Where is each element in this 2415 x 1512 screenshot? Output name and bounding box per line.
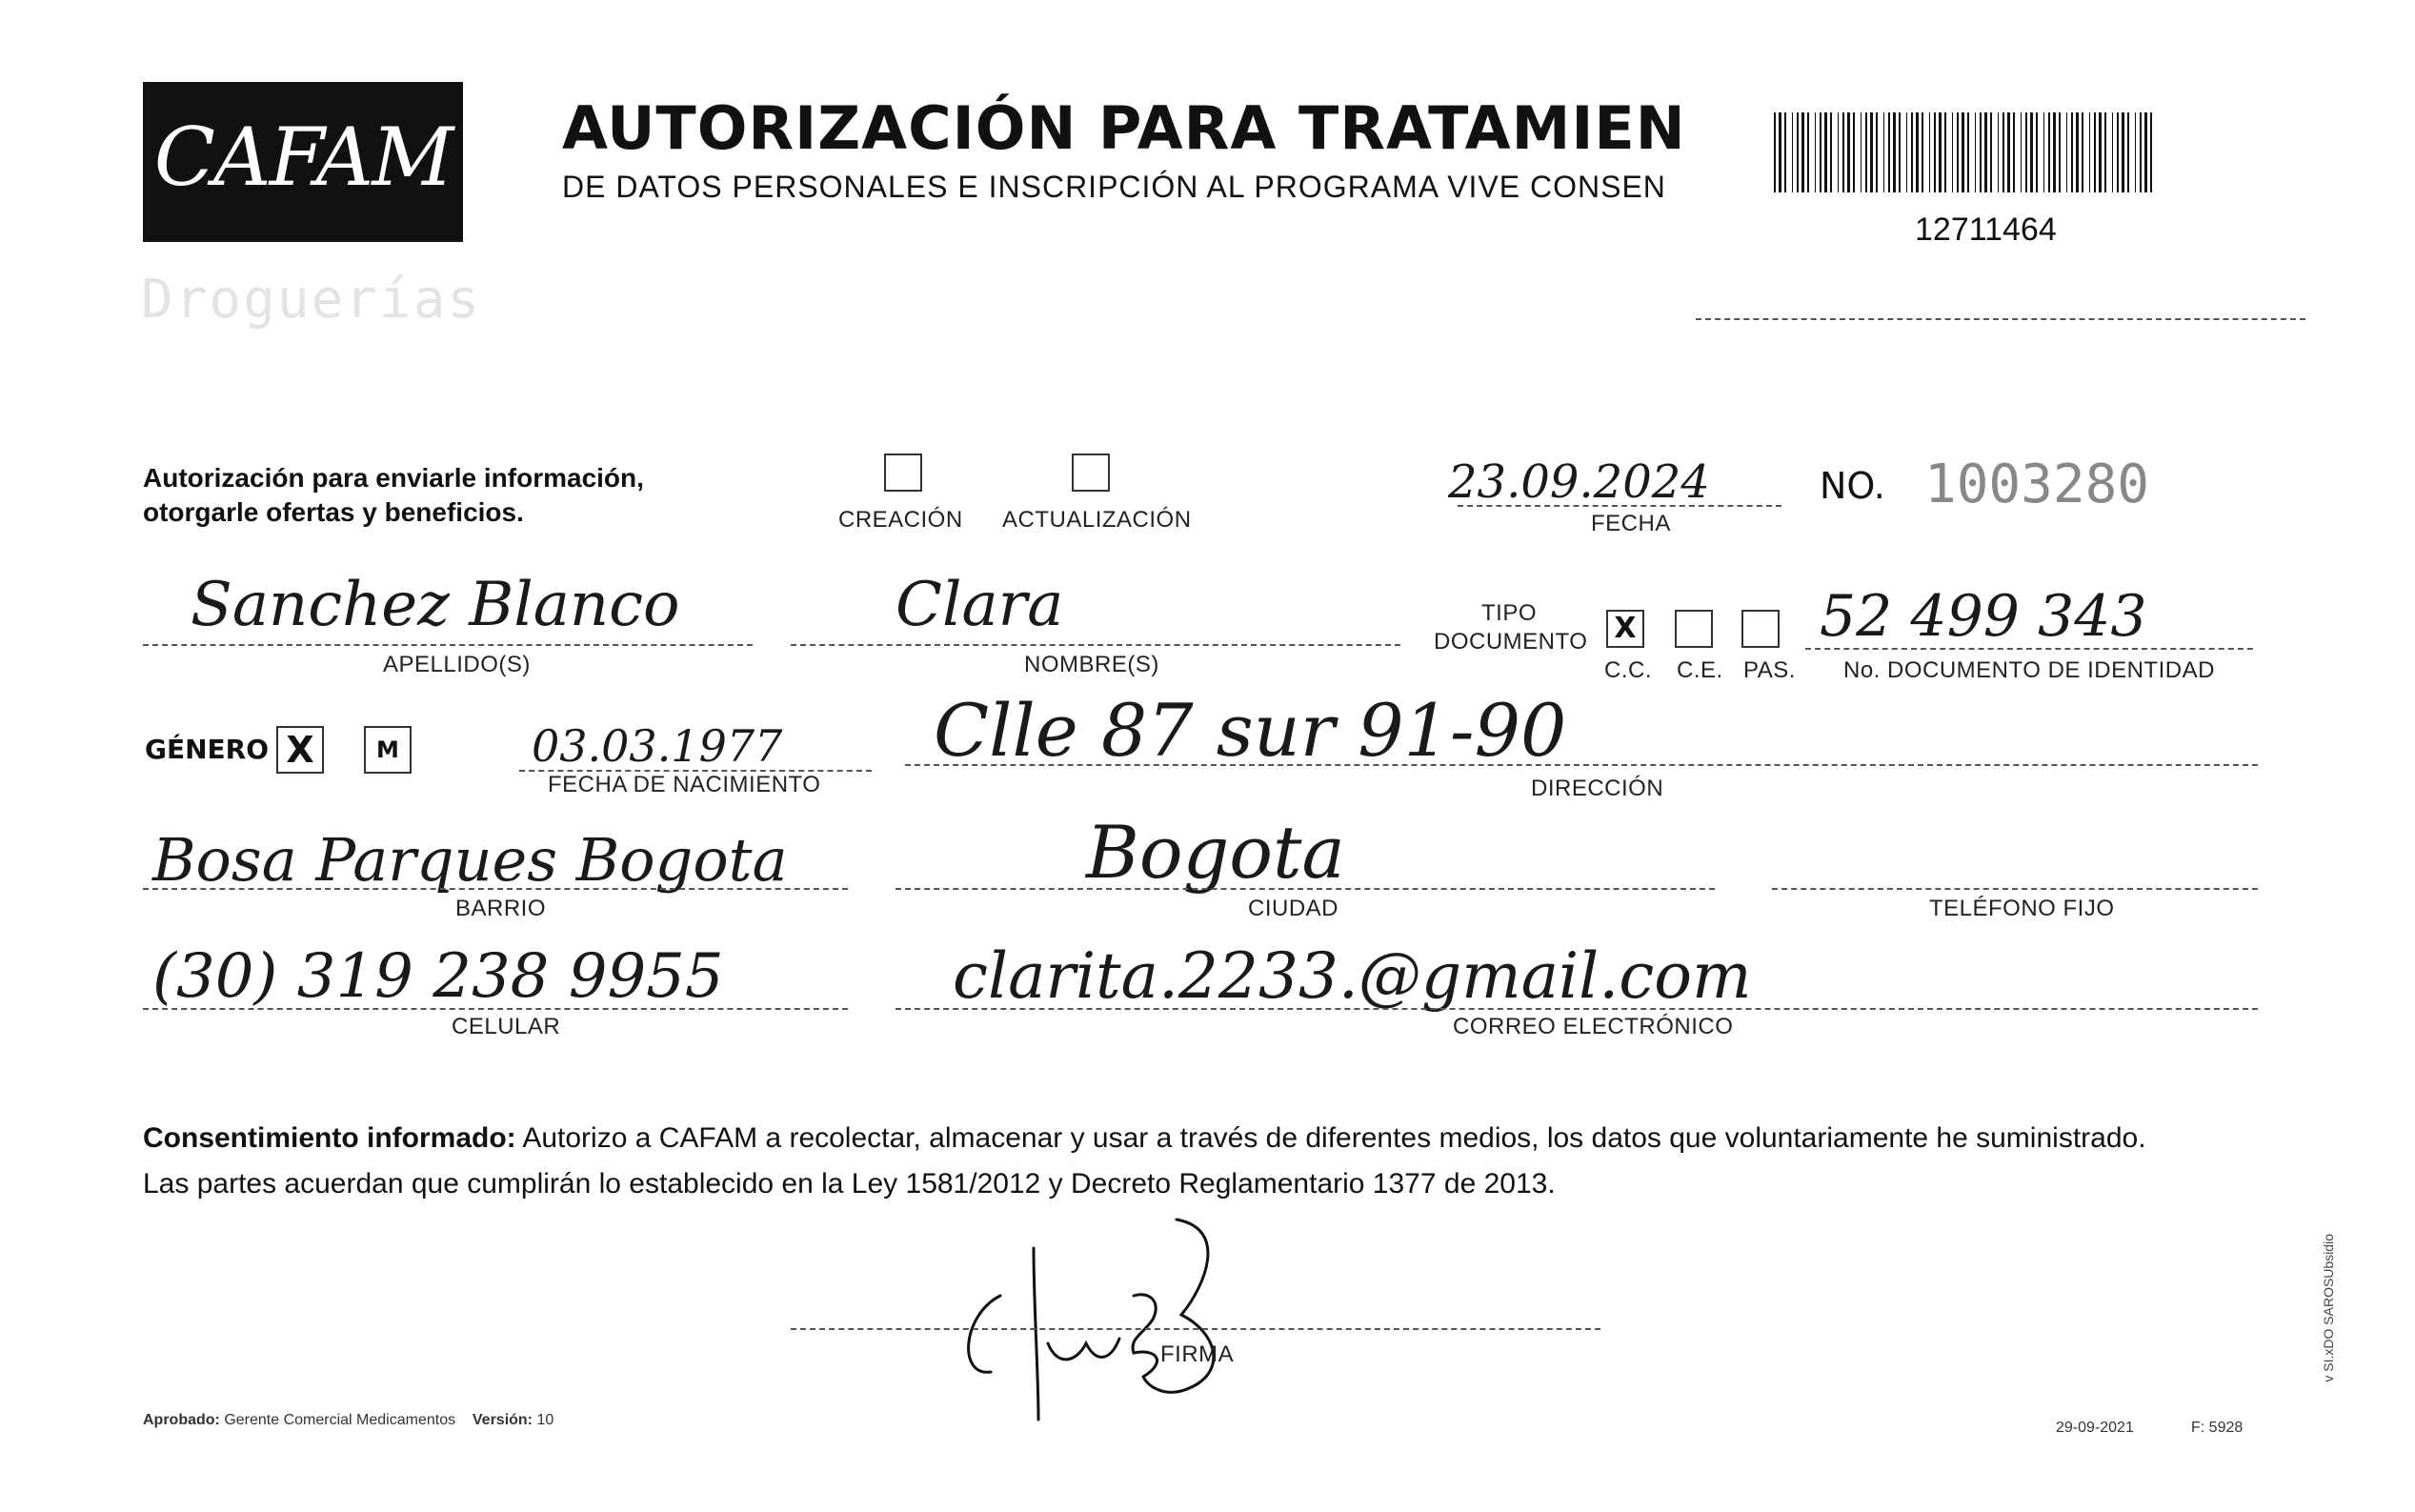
genero-m-label: M — [376, 736, 399, 763]
barcode-bar — [1899, 112, 1901, 192]
barcode-bar — [1830, 112, 1832, 192]
barcode-bar — [2099, 112, 2102, 192]
barcode-bar — [1815, 112, 1816, 192]
intro-line-2: otorgarle ofertas y beneficios. — [143, 497, 524, 527]
barcode-bar — [2002, 112, 2004, 192]
firma-line — [791, 1328, 1600, 1330]
genero-m-checkbox[interactable] — [364, 726, 412, 774]
barcode-bar — [2094, 112, 2096, 192]
ce-checkbox[interactable] — [1675, 610, 1713, 648]
barcode-bar — [1980, 112, 1982, 192]
barcode-bar — [1888, 112, 1890, 192]
telefono-label: TELÉFONO FIJO — [1929, 896, 2115, 921]
barcode-bar — [2036, 112, 2038, 192]
consent-line-1 — [143, 1122, 2146, 1155]
barcode-bar — [2043, 112, 2044, 192]
barcode-number: 12711464 — [1915, 212, 2057, 248]
barcode-bar — [2122, 112, 2124, 192]
direccion-label: DIRECCIÓN — [1531, 776, 1664, 801]
tipo-documento-label-2: DOCUMENTO — [1434, 629, 1588, 655]
barcode-bar — [1984, 112, 1987, 192]
barcode-bar — [1944, 112, 1946, 192]
direccion-value: Clle 87 sur 91-90 — [934, 688, 1567, 773]
footer-date: 29-09-2021 — [2056, 1420, 2134, 1436]
barcode-bar — [2025, 112, 2027, 192]
genero-label: GÉNERO — [145, 734, 270, 765]
barcode-bar — [1784, 112, 1786, 192]
barcode-bar — [1820, 112, 1821, 192]
barcode-bar — [1779, 112, 1781, 192]
barcode-bar — [2104, 112, 2106, 192]
barcode-bar — [1975, 112, 1976, 192]
documento-line — [1805, 648, 2253, 650]
pas-label: PAS. — [1743, 657, 1796, 683]
barcode-bar — [2082, 112, 2083, 192]
side-text: v SI.xDO SAROSUbsidio — [2321, 1234, 2336, 1382]
barcode-bar — [1861, 112, 1862, 192]
apellidos-label: APELLIDO(S) — [383, 652, 531, 677]
barcode-bar — [2021, 112, 2022, 192]
barcode-bar — [2127, 112, 2129, 192]
barrio-line — [143, 888, 848, 890]
document-subtitle: DE DATOS PERSONALES E INSCRIPCIÓN AL PROGRAMA VIVE CONSEN — [562, 170, 1666, 204]
ce-label: C.E. — [1677, 657, 1723, 683]
barcode-bar — [1929, 112, 1930, 192]
no-value: 1003280 — [1924, 454, 2150, 515]
aprobado-label: Aprobado: — [143, 1412, 220, 1428]
nombres-label: NOMBRE(S) — [1024, 652, 1159, 677]
barcode-bar — [2150, 112, 2152, 192]
creacion-label: CREACIÓN — [838, 507, 963, 533]
footer-approval — [143, 1412, 553, 1429]
barcode-bar — [1842, 112, 1844, 192]
barcode-bar — [2089, 112, 2090, 192]
barcode-bar — [1774, 112, 1776, 192]
barcode-bar — [1876, 112, 1878, 192]
logo-text: CAFAM — [153, 111, 453, 204]
barcode-bar — [1916, 112, 1919, 192]
no-label: NO. — [1820, 465, 1885, 507]
footer-form-code: F: 5928 — [2191, 1420, 2244, 1436]
documento-value: 52 499 343 — [1820, 583, 2147, 650]
barcode-bar — [1911, 112, 1913, 192]
barcode-bar — [2030, 112, 2033, 192]
genero-f-checkbox[interactable] — [276, 726, 324, 774]
celular-line — [143, 1008, 848, 1010]
fecha-nacimiento-label: FECHA DE NACIMIENTO — [548, 772, 821, 797]
barcode-bar — [1906, 112, 1907, 192]
nombres-line — [791, 644, 1400, 646]
barcode-bar — [1807, 112, 1809, 192]
barcode-bar — [2140, 112, 2142, 192]
correo-value: clarita.2233.@gmail.com — [953, 939, 1752, 1013]
barcode-bar — [1893, 112, 1896, 192]
ciudad-value: Bogota — [1086, 810, 1345, 895]
celular-label: CELULAR — [452, 1014, 561, 1039]
direccion-line — [905, 764, 2258, 766]
barcode-bar — [1838, 112, 1839, 192]
barcode-bar — [1853, 112, 1855, 192]
cc-checkbox[interactable] — [1606, 610, 1644, 648]
barcode-bar — [2076, 112, 2079, 192]
creacion-checkbox[interactable] — [884, 454, 922, 492]
intro-line-1: Autorización para enviarle información, — [143, 463, 644, 493]
celular-value: (30) 319 238 9955 — [152, 941, 724, 1012]
ciudad-line — [896, 888, 1715, 890]
pas-checkbox[interactable] — [1741, 610, 1780, 648]
barcode-bar — [1934, 112, 1936, 192]
barcode-bar — [1939, 112, 1942, 192]
barcode-bar — [2053, 112, 2056, 192]
cc-label: C.C. — [1604, 657, 1652, 683]
signature — [943, 1210, 1305, 1429]
barcode-bar — [2066, 112, 2067, 192]
barcode-bar — [2071, 112, 2073, 192]
cc-check-mark: X — [1614, 612, 1637, 645]
barcode-bar — [1865, 112, 1867, 192]
barcode-bar — [2112, 112, 2113, 192]
version-value: 10 — [536, 1412, 554, 1428]
fecha-line — [1458, 505, 1781, 507]
cafam-logo — [143, 82, 463, 242]
barcode-bar — [1990, 112, 1992, 192]
barcode-bar — [1792, 112, 1793, 192]
actualizacion-label: ACTUALIZACIÓN — [1002, 507, 1192, 533]
fecha-label: FECHA — [1591, 511, 1671, 536]
barcode-bar — [2013, 112, 2015, 192]
barcode-bar — [1922, 112, 1923, 192]
barcode-bar — [2059, 112, 2061, 192]
telefono-line — [1772, 888, 2258, 890]
correo-line — [896, 1008, 2258, 1010]
barcode-bar — [2117, 112, 2119, 192]
barcode-bar — [1967, 112, 1969, 192]
aprobado-value: Gerente Comercial Medicamentos — [224, 1412, 456, 1428]
firma-label: FIRMA — [1160, 1341, 1235, 1367]
documento-label: No. DOCUMENTO DE IDENTIDAD — [1843, 657, 2215, 683]
consent-text-2: Las partes acuerdan que cumplirán lo establecido en la Ley 1581/2012 y Decreto Reglamentario 1377 de 2013. — [143, 1168, 1556, 1200]
barcode-bar — [2135, 112, 2136, 192]
barcode-bar — [1847, 112, 1850, 192]
apellidos-line — [143, 644, 753, 646]
barcode-bar — [2144, 112, 2147, 192]
barcode-bar — [1883, 112, 1884, 192]
version-label: Versión: — [472, 1412, 533, 1428]
consent-heading: Consentimiento informado: — [143, 1122, 516, 1154]
fecha-value: 23.09.2024 — [1448, 455, 1710, 509]
barcode-bar — [1952, 112, 1953, 192]
watermark: Droguerías — [141, 269, 482, 331]
apellidos-value: Sanchez Blanco — [191, 570, 680, 640]
genero-f-mark: X — [286, 729, 314, 771]
barcode-bar — [1957, 112, 1959, 192]
barcode-bar — [1801, 112, 1804, 192]
barrio-value: Bosa Parques Bogota — [152, 825, 788, 895]
barcode-bar — [1824, 112, 1827, 192]
ciudad-label: CIUDAD — [1248, 896, 1339, 921]
correo-label: CORREO ELECTRÓNICO — [1453, 1014, 1734, 1039]
consent-text-1: Autorizo a CAFAM a recolectar, almacenar y usar a través de diferentes medios, los datos que voluntariamente he suministrado. — [522, 1122, 2146, 1154]
barcode-bar — [1998, 112, 1999, 192]
barcode-bar — [1870, 112, 1873, 192]
barcode-bar — [2007, 112, 2010, 192]
barcode — [1774, 112, 2157, 192]
nombres-value: Clara — [896, 570, 1064, 640]
document-title: AUTORIZACIÓN PARA TRATAMIEN — [562, 93, 1686, 163]
barcode-bar — [1797, 112, 1799, 192]
barcode-bar — [2048, 112, 2050, 192]
barcode-bar — [1962, 112, 1964, 192]
header-rule — [1696, 318, 2305, 320]
fecha-nacimiento-value: 03.03.1977 — [532, 720, 783, 772]
actualizacion-checkbox[interactable] — [1072, 454, 1110, 492]
barrio-label: BARRIO — [455, 896, 547, 921]
tipo-documento-label: TIPO — [1481, 600, 1538, 626]
